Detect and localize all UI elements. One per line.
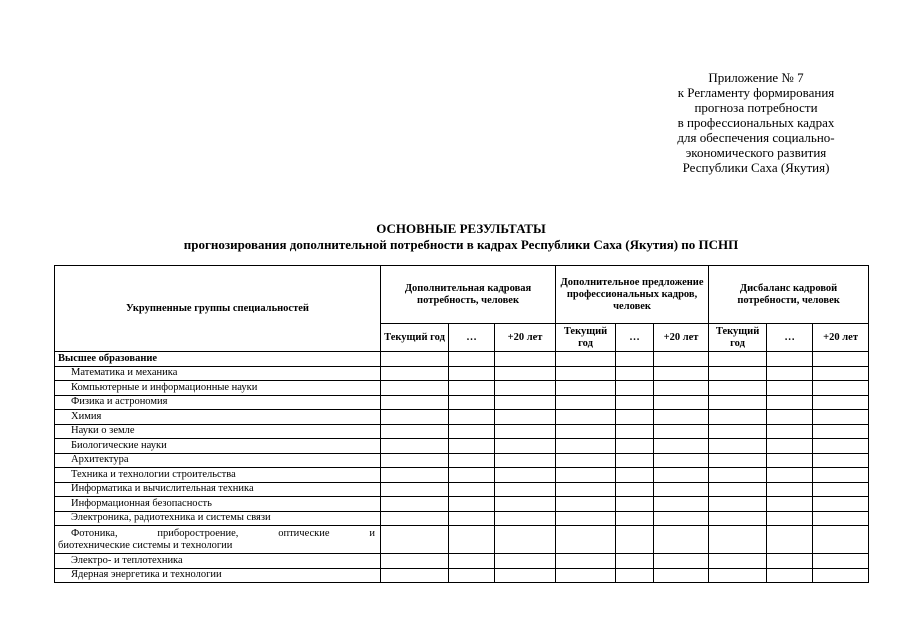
value-cell: [616, 453, 654, 468]
value-cell: [767, 424, 813, 439]
row-label: Физика и астрономия: [55, 395, 381, 410]
row-label: Науки о земле: [55, 424, 381, 439]
value-cell: [556, 526, 616, 554]
value-cell: [654, 453, 709, 468]
value-cell: [556, 352, 616, 367]
value-cell: [767, 366, 813, 381]
value-cell: [616, 468, 654, 483]
value-cell: [495, 410, 556, 425]
value-cell: [381, 453, 449, 468]
value-cell: [709, 511, 767, 526]
value-cell: [813, 468, 869, 483]
value-cell: [654, 410, 709, 425]
row-label: Химия: [55, 410, 381, 425]
subheader-ellipsis: …: [616, 324, 654, 352]
value-cell: [556, 497, 616, 512]
value-cell: [381, 439, 449, 454]
value-cell: [449, 352, 495, 367]
table-row: [55, 511, 869, 526]
appendix-line: Приложение № 7: [708, 70, 804, 85]
value-cell: [767, 568, 813, 583]
subheader-current-year: Текущий год: [381, 324, 449, 352]
value-cell: [709, 366, 767, 381]
value-cell: [556, 568, 616, 583]
row-label-word: приборостроение,: [157, 527, 239, 539]
value-cell: [449, 511, 495, 526]
value-cell: [654, 395, 709, 410]
value-cell: [449, 410, 495, 425]
subheader-plus-20: +20 лет: [495, 324, 556, 352]
value-cell: [381, 352, 449, 367]
value-cell: [495, 395, 556, 410]
value-cell: [381, 482, 449, 497]
value-cell: [767, 497, 813, 512]
value-cell: [495, 511, 556, 526]
table-row: [55, 439, 869, 454]
value-cell: [767, 482, 813, 497]
row-label-word: и: [369, 527, 375, 539]
value-cell: [556, 439, 616, 454]
value-cell: [767, 453, 813, 468]
table-row: [55, 453, 869, 468]
header-specialty-groups: Укрупненные группы специальностей: [55, 266, 381, 352]
value-cell: [449, 395, 495, 410]
value-cell: [616, 366, 654, 381]
value-cell: [709, 526, 767, 554]
value-cell: [813, 482, 869, 497]
value-cell: [813, 424, 869, 439]
value-cell: [654, 526, 709, 554]
value-cell: [616, 568, 654, 583]
value-cell: [616, 410, 654, 425]
subheader-ellipsis: …: [449, 324, 495, 352]
row-label: Математика и механика: [55, 366, 381, 381]
value-cell: [381, 568, 449, 583]
value-cell: [616, 554, 654, 569]
row-label: Информационная безопасность: [55, 497, 381, 512]
document-title: [54, 221, 868, 253]
value-cell: [654, 352, 709, 367]
value-cell: [449, 439, 495, 454]
value-cell: [813, 366, 869, 381]
value-cell: [709, 497, 767, 512]
value-cell: [381, 526, 449, 554]
value-cell: [654, 366, 709, 381]
value-cell: [556, 410, 616, 425]
header-demand: Дополнительная кадровая потребность, человек: [381, 266, 556, 324]
value-cell: [616, 497, 654, 512]
value-cell: [449, 468, 495, 483]
results-table: [54, 265, 869, 583]
value-cell: [616, 424, 654, 439]
value-cell: [654, 381, 709, 396]
value-cell: [654, 554, 709, 569]
value-cell: [813, 568, 869, 583]
row-label: Электро- и теплотехника: [55, 554, 381, 569]
title-sub: прогнозирования дополнительной потребности в кадрах Республики Саха (Якутия) по ПСНП: [183, 237, 739, 252]
value-cell: [654, 424, 709, 439]
appendix-line: для обеспечения социально-: [677, 130, 835, 145]
value-cell: [709, 410, 767, 425]
value-cell: [709, 352, 767, 367]
row-label: Архитектура: [55, 453, 381, 468]
table-row: [55, 482, 869, 497]
value-cell: [709, 568, 767, 583]
value-cell: [381, 468, 449, 483]
value-cell: [495, 453, 556, 468]
value-cell: [495, 468, 556, 483]
value-cell: [709, 395, 767, 410]
header-supply: Дополнительное предложение профессиональных кадров, человек: [556, 266, 709, 324]
value-cell: [381, 511, 449, 526]
value-cell: [813, 526, 869, 554]
row-label: [55, 526, 381, 554]
table-row: [55, 468, 869, 483]
value-cell: [709, 468, 767, 483]
value-cell: [813, 453, 869, 468]
table-row: [55, 554, 869, 569]
value-cell: [616, 381, 654, 396]
value-cell: [767, 526, 813, 554]
value-cell: [381, 366, 449, 381]
value-cell: [495, 352, 556, 367]
table-row: [55, 395, 869, 410]
row-label: Информатика и вычислительная техника: [55, 482, 381, 497]
subheader-current-year: Текущий год: [556, 324, 616, 352]
value-cell: [709, 439, 767, 454]
value-cell: [654, 568, 709, 583]
table-row: [55, 497, 869, 512]
value-cell: [495, 554, 556, 569]
subheader-ellipsis: …: [767, 324, 813, 352]
value-cell: [556, 453, 616, 468]
value-cell: [709, 554, 767, 569]
table-row: [55, 366, 869, 381]
value-cell: [449, 568, 495, 583]
value-cell: [654, 482, 709, 497]
value-cell: [767, 554, 813, 569]
value-cell: [449, 526, 495, 554]
appendix-block: [640, 70, 872, 175]
value-cell: [556, 511, 616, 526]
value-cell: [767, 381, 813, 396]
value-cell: [813, 352, 869, 367]
value-cell: [813, 439, 869, 454]
value-cell: [449, 482, 495, 497]
value-cell: [767, 468, 813, 483]
value-cell: [556, 554, 616, 569]
value-cell: [495, 568, 556, 583]
value-cell: [381, 554, 449, 569]
value-cell: [495, 497, 556, 512]
table-row: [55, 381, 869, 396]
appendix-line: в профессиональных кадрах: [677, 115, 835, 130]
table-row: [55, 424, 869, 439]
value-cell: [654, 497, 709, 512]
table-row: [55, 410, 869, 425]
value-cell: [556, 468, 616, 483]
value-cell: [449, 424, 495, 439]
row-label-line2: биотехнические системы и технологии: [58, 539, 233, 551]
value-cell: [616, 482, 654, 497]
value-cell: [709, 424, 767, 439]
subheader-plus-20: +20 лет: [813, 324, 869, 352]
value-cell: [449, 366, 495, 381]
value-cell: [616, 511, 654, 526]
table-section-row: [55, 352, 869, 367]
row-label: Биологические науки: [55, 439, 381, 454]
table-row: [55, 568, 869, 583]
title-main: ОСНОВНЫЕ РЕЗУЛЬТАТЫ: [376, 221, 546, 236]
appendix-line: прогноза потребности: [694, 100, 818, 115]
value-cell: [449, 381, 495, 396]
value-cell: [495, 424, 556, 439]
value-cell: [709, 482, 767, 497]
row-label: Компьютерные и информационные науки: [55, 381, 381, 396]
table-row: [55, 526, 869, 554]
value-cell: [556, 381, 616, 396]
value-cell: [654, 511, 709, 526]
value-cell: [556, 424, 616, 439]
value-cell: [767, 395, 813, 410]
value-cell: [449, 497, 495, 512]
row-label-word: оптические: [278, 527, 330, 539]
value-cell: [616, 439, 654, 454]
value-cell: [381, 410, 449, 425]
value-cell: [381, 497, 449, 512]
value-cell: [709, 453, 767, 468]
value-cell: [616, 526, 654, 554]
row-label-word: Фотоника,: [71, 527, 118, 539]
appendix-line: к Регламенту формирования: [677, 85, 835, 100]
appendix-line: Республики Саха (Якутия): [682, 160, 830, 175]
value-cell: [449, 554, 495, 569]
value-cell: [616, 395, 654, 410]
value-cell: [556, 366, 616, 381]
value-cell: [449, 453, 495, 468]
value-cell: [813, 395, 869, 410]
section-label: Высшее образование: [55, 352, 381, 367]
value-cell: [495, 381, 556, 396]
value-cell: [813, 497, 869, 512]
value-cell: [767, 511, 813, 526]
value-cell: [767, 439, 813, 454]
value-cell: [767, 410, 813, 425]
subheader-plus-20: +20 лет: [654, 324, 709, 352]
value-cell: [495, 526, 556, 554]
value-cell: [813, 511, 869, 526]
value-cell: [616, 352, 654, 367]
value-cell: [654, 439, 709, 454]
value-cell: [556, 395, 616, 410]
value-cell: [813, 381, 869, 396]
appendix-line: экономического развития: [685, 145, 827, 160]
value-cell: [709, 381, 767, 396]
value-cell: [813, 410, 869, 425]
value-cell: [495, 482, 556, 497]
value-cell: [654, 468, 709, 483]
row-label: Техника и технологии строительства: [55, 468, 381, 483]
value-cell: [767, 352, 813, 367]
value-cell: [813, 554, 869, 569]
row-label: Ядерная энергетика и технологии: [55, 568, 381, 583]
value-cell: [381, 424, 449, 439]
value-cell: [495, 366, 556, 381]
value-cell: [381, 395, 449, 410]
header-imbalance: Дисбаланс кадровой потребности, человек: [709, 266, 869, 324]
value-cell: [556, 482, 616, 497]
subheader-current-year: Текущий год: [709, 324, 767, 352]
value-cell: [381, 381, 449, 396]
value-cell: [495, 439, 556, 454]
row-label: Электроника, радиотехника и системы связи: [55, 511, 381, 526]
